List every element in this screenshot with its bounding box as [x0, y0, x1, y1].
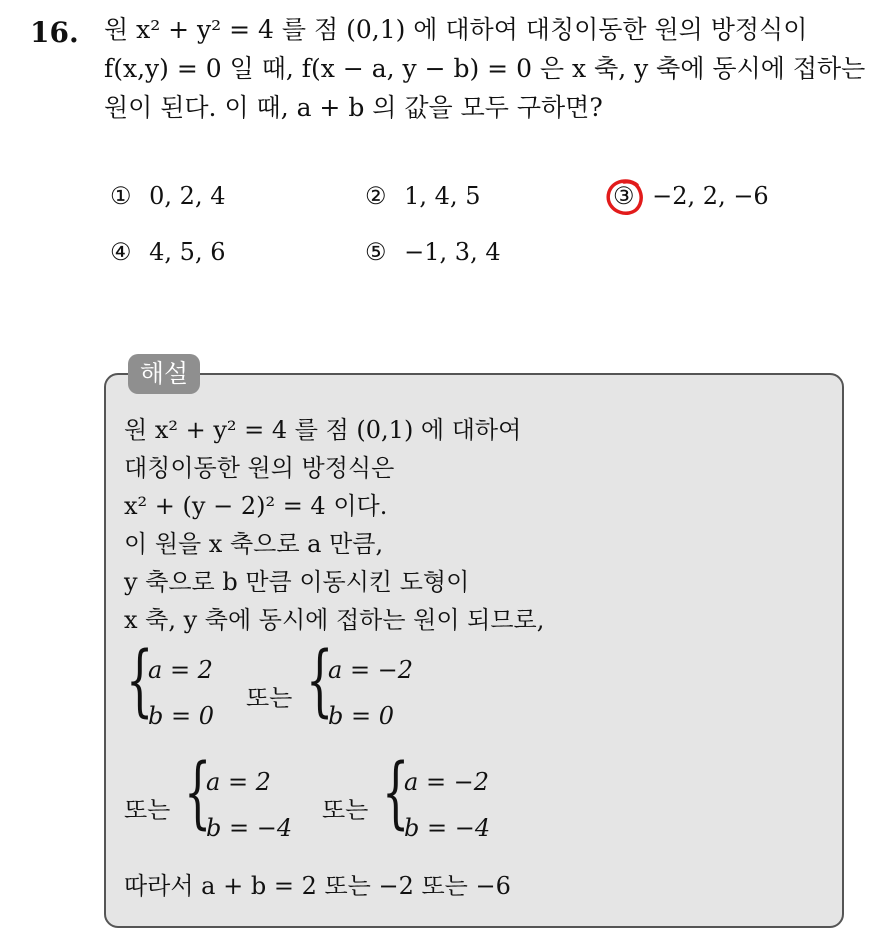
solution-line-1: 원 x² + y² = 4 를 점 (0,1) 에 대하여	[124, 416, 522, 444]
solution-line-2: 대칭이동한 원의 방정식은	[124, 454, 395, 482]
choice-4[interactable]	[110, 238, 225, 266]
system-4-a: a = −2	[404, 768, 490, 796]
system-1-a: a = 2	[148, 656, 213, 684]
choice-marker: ④	[110, 238, 132, 266]
choice-marker: ③	[613, 182, 635, 210]
or-word: 또는	[246, 684, 293, 712]
solution-label: 해설	[128, 354, 200, 394]
question-line-1: 원 x² + y² = 4 를 점 (0,1) 에 대하여 대칭이동한 원의 방정식이	[104, 15, 808, 44]
question-line-2: f(x,y) = 0 일 때, f(x − a, y − b) = 0 은 x 축, y 축에 동시에 접하는	[104, 54, 866, 83]
left-brace-icon: {	[306, 636, 334, 726]
question-number: 16.	[30, 16, 79, 49]
or-word: 또는	[124, 796, 171, 824]
system-3-b: b = −4	[206, 814, 293, 842]
system-4-b: b = −4	[404, 814, 491, 842]
choice-marker: ⑤	[365, 238, 387, 266]
choice-text: 0, 2, 4	[149, 182, 226, 210]
choice-text: 1, 4, 5	[404, 182, 481, 210]
choice-text: −2, 2, −6	[652, 182, 769, 210]
solution-line-5: y 축으로 b 만큼 이동시킨 도형이	[124, 568, 470, 596]
solution-line-3: x² + (y − 2)² = 4 이다.	[124, 492, 388, 520]
left-brace-icon: {	[382, 748, 410, 838]
choice-text: −1, 3, 4	[404, 238, 501, 266]
system-2-a: a = −2	[328, 656, 414, 684]
system-2-b: b = 0	[328, 702, 394, 730]
question-line-3: 원이 된다. 이 때, a + b 의 값을 모두 구하면?	[104, 93, 603, 122]
choice-marker: ②	[365, 182, 387, 210]
left-brace-icon: {	[126, 636, 154, 726]
system-1-b: b = 0	[148, 702, 214, 730]
choice-1[interactable]	[110, 182, 225, 210]
left-brace-icon: {	[184, 748, 212, 838]
choice-marker: ①	[110, 182, 132, 210]
system-3-a: a = 2	[206, 768, 271, 796]
solution-line-6: x 축, y 축에 동시에 접하는 원이 되므로,	[124, 606, 545, 634]
choice-2[interactable]	[365, 182, 480, 210]
selected-answer-circle-icon	[605, 177, 645, 217]
solution-conclusion: 따라서 a + b = 2 또는 −2 또는 −6	[124, 872, 511, 900]
or-word: 또는	[322, 796, 369, 824]
choice-5[interactable]	[365, 238, 501, 266]
solution-line-4: 이 원을 x 축으로 a 만큼,	[124, 530, 384, 558]
choice-text: 4, 5, 6	[149, 238, 226, 266]
